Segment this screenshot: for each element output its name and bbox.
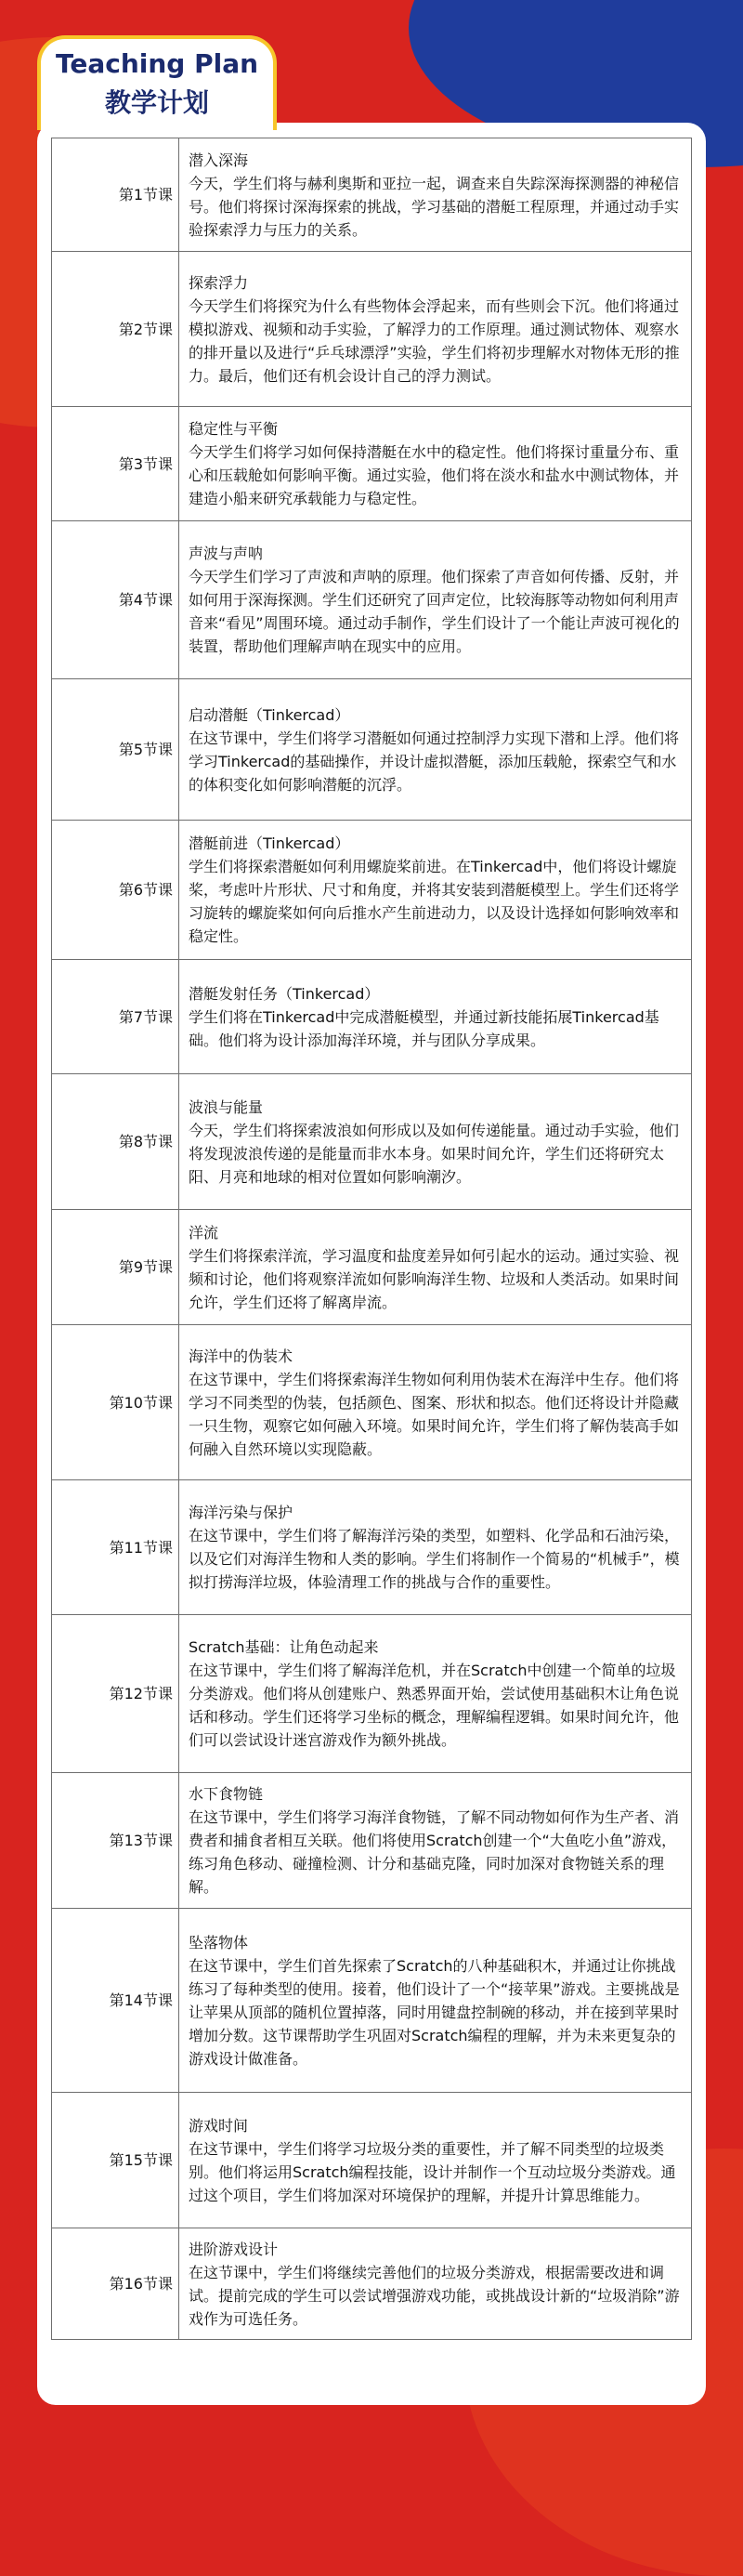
lesson-row bbox=[52, 2228, 692, 2340]
lesson-row bbox=[52, 252, 692, 407]
lesson-row bbox=[52, 960, 692, 1074]
page-title-english: Teaching Plan bbox=[55, 48, 259, 79]
lesson-number: 第11节课 bbox=[52, 1480, 179, 1615]
lesson-title: 洋流 bbox=[189, 1223, 219, 1242]
lesson-number: 第16节课 bbox=[52, 2228, 179, 2340]
lesson-content bbox=[179, 1074, 692, 1210]
lesson-description: 在这节课中，学生们将探索海洋生物如何利用伪装术在海洋中生存。他们将学习不同类型的伪装，包括颜色、图案、形状和拟态。他们还将设计并隐藏一只生物，观察它如何融入环境。如果时间允许，学生们将了解伪装高手如何融入自然环境以实现隐蔽。 bbox=[189, 1370, 680, 1458]
lesson-number: 第15节课 bbox=[52, 2093, 179, 2228]
lesson-row bbox=[52, 1325, 692, 1480]
lesson-content bbox=[179, 821, 692, 960]
lesson-row bbox=[52, 1074, 692, 1210]
lesson-content bbox=[179, 1615, 692, 1773]
lesson-description: 今天学生们将探究为什么有些物体会浮起来，而有些则会下沉。他们将通过模拟游戏、视频和动手实验，了解浮力的工作原理。通过测试物体、观察水的排开量以及进行“乒乓球漂浮”实验，学生们将初步理解水对物体无形的推力。最后，他们还有机会设计自己的浮力测试。 bbox=[189, 296, 680, 385]
lesson-title: 声波与声呐 bbox=[189, 545, 264, 562]
lesson-title: 潜艇发射任务（Tinkercad） bbox=[189, 984, 380, 1003]
lesson-row bbox=[52, 821, 692, 960]
lesson-plan-body bbox=[52, 138, 692, 2340]
lesson-row bbox=[52, 1773, 692, 1909]
lesson-content bbox=[179, 960, 692, 1074]
lesson-number: 第12节课 bbox=[52, 1615, 179, 1773]
title-tab bbox=[37, 35, 277, 130]
lesson-number: 第10节课 bbox=[52, 1325, 179, 1480]
lesson-row bbox=[52, 1210, 692, 1325]
lesson-title: 潜入深海 bbox=[189, 151, 249, 169]
lesson-row bbox=[52, 521, 692, 679]
lesson-row bbox=[52, 138, 692, 252]
lesson-row bbox=[52, 407, 692, 521]
lesson-content bbox=[179, 521, 692, 679]
lesson-number: 第1节课 bbox=[52, 138, 179, 252]
content-card bbox=[37, 123, 706, 2405]
lesson-description: 在这节课中，学生们首先探索了Scratch的八种基础积木，并通过让你挑战练习了每种类型的使用。接着，他们设计了一个“接苹果”游戏。主要挑战是让苹果从顶部的随机位置掉落，同时用键盘控制碗的移动，并在接到苹果时增加分数。这节课帮助学生巩固对Scratch编程的理解，并为未来更复杂的游戏设计做准备。 bbox=[189, 1956, 680, 2068]
lesson-content bbox=[179, 138, 692, 252]
lesson-row bbox=[52, 1909, 692, 2093]
lesson-content bbox=[179, 1480, 692, 1615]
lesson-content bbox=[179, 252, 692, 407]
lesson-description: 在这节课中，学生们将学习海洋食物链，了解不同动物如何作为生产者、消费者和捕食者相互关联。他们将使用Scratch创建一个“大鱼吃小鱼”游戏，练习角色移动、碰撞检测、计分和基础克隆，同时加深对食物链关系的理解。 bbox=[189, 1808, 680, 1896]
lesson-description: 在这节课中，学生们将学习潜艇如何通过控制浮力实现下潜和上浮。他们将学习Tinkercad的基础操作，并设计虚拟潜艇，添加压载舱，探索空气和水的体积变化如何影响潜艇的沉浮。 bbox=[189, 729, 680, 794]
lesson-description: 在这节课中，学生们将了解海洋污染的类型，如塑料、化学品和石油污染，以及它们对海洋生物和人类的影响。学生们将制作一个简易的“机械手”，模拟打捞海洋垃圾，体验清理工作的挑战与合作的重要性。 bbox=[189, 1527, 680, 1591]
lesson-number: 第8节课 bbox=[52, 1074, 179, 1210]
lesson-row bbox=[52, 679, 692, 821]
lesson-number: 第5节课 bbox=[52, 679, 179, 821]
lesson-row bbox=[52, 2093, 692, 2228]
lesson-description: 今天，学生们将探索波浪如何形成以及如何传递能量。通过动手实验，他们将发现波浪传递的是能量而非水本身。如果时间允许，学生们还将研究太阳、月亮和地球的相对位置如何影响潮汐。 bbox=[189, 1121, 680, 1186]
lesson-description: 在这节课中，学生们将继续完善他们的垃圾分类游戏，根据需要改进和调试。提前完成的学生可以尝试增强游戏功能，或挑战设计新的“垃圾消除”游戏作为可选任务。 bbox=[189, 2263, 680, 2328]
lesson-row bbox=[52, 1615, 692, 1773]
lesson-title: Scratch基础：让角色动起来 bbox=[189, 1638, 379, 1656]
lesson-description: 学生们将探索洋流，学习温度和盐度差异如何引起水的运动。通过实验、视频和讨论，他们将观察洋流如何影响海洋生物、垃圾和人类活动。如果时间允许，学生们还将了解离岸流。 bbox=[189, 1246, 680, 1311]
lesson-number: 第2节课 bbox=[52, 252, 179, 407]
lesson-content bbox=[179, 407, 692, 521]
lesson-description: 今天学生们学习了声波和声呐的原理。他们探索了声音如何传播、反射，并如何用于深海探测。学生们还研究了回声定位，比较海豚等动物如何利用声音来“看见”周围环境。通过动手制作，学生们设计了一个能让声波可视化的装置，帮助他们理解声呐在现实中的应用。 bbox=[189, 568, 680, 655]
lesson-title: 坠落物体 bbox=[189, 1933, 249, 1952]
lesson-number: 第6节课 bbox=[52, 821, 179, 960]
lesson-description: 今天学生们将学习如何保持潜艇在水中的稳定性。他们将探讨重量分布、重心和压载舱如何影响平衡。通过实验，他们将在淡水和盐水中测试物体，并建造小船来研究承载能力与稳定性。 bbox=[189, 443, 680, 507]
lesson-description: 今天，学生们将与赫利奥斯和亚拉一起，调查来自失踪深海探测器的神秘信号。他们将探讨深海探索的挑战，学习基础的潜艇工程原理，并通过动手实验探索浮力与压力的关系。 bbox=[189, 174, 680, 239]
lesson-content bbox=[179, 2093, 692, 2228]
lesson-number: 第14节课 bbox=[52, 1909, 179, 2093]
lesson-title: 水下食物链 bbox=[189, 1785, 264, 1803]
lesson-content bbox=[179, 679, 692, 821]
lesson-title: 进阶游戏设计 bbox=[189, 2240, 279, 2258]
lesson-title: 波浪与能量 bbox=[189, 1097, 264, 1116]
lesson-title: 启动潜艇（Tinkercad） bbox=[189, 705, 350, 724]
lesson-title: 海洋中的伪装术 bbox=[189, 1347, 293, 1365]
lesson-number: 第4节课 bbox=[52, 521, 179, 679]
lesson-plan-table bbox=[51, 138, 692, 2340]
lesson-content bbox=[179, 1909, 692, 2093]
lesson-description: 在这节课中，学生们将学习垃圾分类的重要性，并了解不同类型的垃圾类别。他们将运用Scratch编程技能，设计并制作一个互动垃圾分类游戏。通过这个项目，学生们将加深对环境保护的理解，并提升计算思维能力。 bbox=[189, 2139, 676, 2204]
lesson-content bbox=[179, 1210, 692, 1325]
lesson-title: 探索浮力 bbox=[189, 273, 249, 292]
lesson-number: 第7节课 bbox=[52, 960, 179, 1074]
lesson-title: 潜艇前进（Tinkercad） bbox=[189, 835, 350, 852]
lesson-title: 海洋污染与保护 bbox=[189, 1504, 293, 1521]
page-title-chinese: 教学计划 bbox=[104, 87, 209, 118]
lesson-row bbox=[52, 1480, 692, 1615]
lesson-content bbox=[179, 2228, 692, 2340]
lesson-description: 学生们将在Tinkercad中完成潜艇模型，并通过新技能拓展Tinkercad基础。他们将为设计添加海洋环境，并与团队分享成果。 bbox=[189, 1007, 659, 1049]
lesson-title: 游戏时间 bbox=[189, 2116, 249, 2135]
lesson-content bbox=[179, 1773, 692, 1909]
lesson-description: 在这节课中，学生们将了解海洋危机，并在Scratch中创建一个简单的垃圾分类游戏。他们将从创建账户、熟悉界面开始，尝试使用基础积木让角色说话和移动。学生们还将学习坐标的概念，理解编程逻辑。如果时间允许，他们可以尝试设计迷宫游戏作为额外挑战。 bbox=[189, 1662, 680, 1749]
lesson-number: 第13节课 bbox=[52, 1773, 179, 1909]
lesson-content bbox=[179, 1325, 692, 1480]
lesson-number: 第9节课 bbox=[52, 1210, 179, 1325]
lesson-description: 学生们将探索潜艇如何利用螺旋桨前进。在Tinkercad中，他们将设计螺旋桨，考虑叶片形状、尺寸和角度，并将其安装到潜艇模型上。学生们还将学习旋转的螺旋桨如何向后推水产生前进动力，以及设计选择如何影响效率和稳定性。 bbox=[189, 858, 680, 945]
lesson-number: 第3节课 bbox=[52, 407, 179, 521]
lesson-title: 稳定性与平衡 bbox=[189, 420, 279, 438]
